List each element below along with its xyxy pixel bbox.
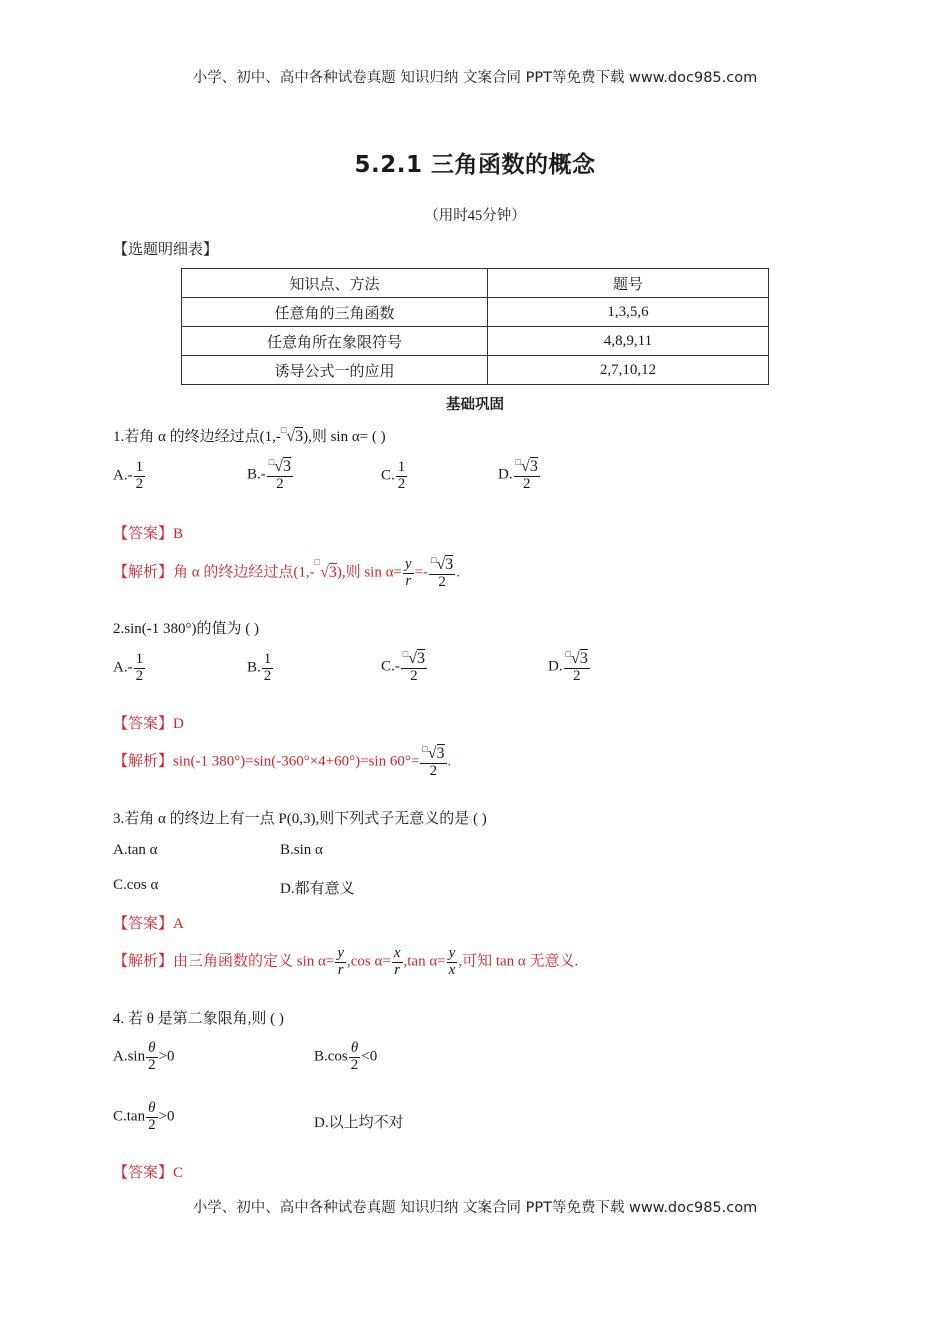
q3-answer: 【答案】A xyxy=(113,916,184,932)
q1-option-d: D. $\frac{^□√3}{2}$ xyxy=(498,457,538,492)
q1-option-c: C. $\frac{1}{2}$ xyxy=(381,459,406,492)
table-row xyxy=(182,327,769,356)
q2-analysis: 【解析】sin(-1 380°)=sin(-360°×4+60°)=sin 60°= $\frac{^□√3}{2}$ . xyxy=(113,744,452,779)
q2-option-d: D. $\frac{^□√3}{2}$ xyxy=(548,649,588,684)
q4-answer: 【答案】C xyxy=(113,1165,184,1181)
table-row xyxy=(182,298,769,327)
q4-option-a: A.sin $\frac{\theta}{2}$ >0 xyxy=(113,1040,175,1073)
table-cell: 4,8,9,11 xyxy=(488,327,769,356)
table-header-cell: 知识点、方法 xyxy=(182,269,488,298)
sqrt-3-icon: □√3 xyxy=(515,457,538,475)
sqrt-3-icon: □√3 xyxy=(565,649,588,667)
q3-option-d: D.都有意义 xyxy=(280,881,355,897)
table-cell: 诱导公式一的应用 xyxy=(182,356,488,385)
q4-option-c: C.tan $\frac{\theta}{2}$ >0 xyxy=(113,1100,175,1133)
header-banner: 小学、初中、高中各种试卷真题 知识归纳 文案合同 PPT等免费下载 www.doc985.com xyxy=(192,70,758,86)
sqrt-3-icon: □√3 xyxy=(314,556,337,581)
q1-analysis: 【解析】角 α 的终边经过点(1,-□√3),则 sin α= $\frac{y}{r}$ =- $\frac{^□√3}{2}$ . xyxy=(113,555,461,590)
sqrt-3-icon: □√3 xyxy=(402,649,425,667)
table-header-row xyxy=(182,269,769,298)
q3-option-c: C.cos α xyxy=(113,877,159,893)
table-cell: 任意角的三角函数 xyxy=(182,298,488,327)
question-text: ),则 sin α= ( ) xyxy=(303,429,386,445)
footer-banner: 小学、初中、高中各种试卷真题 知识归纳 文案合同 PPT等免费下载 www.doc985.com xyxy=(192,1200,758,1216)
subheading: 基础巩固 xyxy=(446,397,504,413)
time-limit: （用时45分钟） xyxy=(424,208,526,224)
table-header-cell: 题号 xyxy=(488,269,769,298)
table-cell: 任意角所在象限符号 xyxy=(182,327,488,356)
sqrt-3-icon: □√3 xyxy=(268,457,291,475)
sqrt-3-icon: □√3 xyxy=(280,425,304,445)
table-row xyxy=(182,356,769,385)
q2-option-c: C.- $\frac{^□√3}{2}$ xyxy=(381,649,425,684)
section-label: 【选题明细表】 xyxy=(113,242,219,258)
q1-answer: 【答案】B xyxy=(113,526,184,542)
q2-answer: 【答案】D xyxy=(113,716,184,732)
table-cell: 2,7,10,12 xyxy=(488,356,769,385)
question-2-stem: 2.sin(-1 380°)的值为 ( ) xyxy=(113,621,259,637)
page-title: 5.2.1 三角函数的概念 xyxy=(354,152,596,178)
question-3-stem: 3.若角 α 的终边上有一点 P(0,3),则下列式子无意义的是 ( ) xyxy=(113,811,487,827)
question-1-stem xyxy=(113,425,386,446)
question-text: 1.若角 α 的终边经过点(1,- xyxy=(113,429,281,445)
question-4-stem: 4. 若 θ 是第二象限角,则 ( ) xyxy=(113,1011,284,1027)
topic-table xyxy=(181,268,769,385)
q1-option-a: A.- $\frac{1}{2}$ xyxy=(113,459,144,492)
q3-option-b: B.sin α xyxy=(280,842,323,858)
q4-option-d: D.以上均不对 xyxy=(314,1115,404,1131)
q3-analysis: 【解析】由三角函数的定义 sin α= $\frac{y}{r}$ ,cos α= $\frac{x}{r}$ ,tan α= $\frac{y}{x}$ ,可知 tan α 无意义. xyxy=(113,945,579,978)
q1-option-b: B.- $\frac{^□√3}{2}$ xyxy=(247,457,291,492)
q4-option-b: B.cos $\frac{\theta}{2}$ <0 xyxy=(314,1040,378,1073)
q3-option-a: A.tan α xyxy=(113,842,158,858)
table-cell: 1,3,5,6 xyxy=(488,298,769,327)
q2-option-a: A.- $\frac{1}{2}$ xyxy=(113,651,144,684)
q2-option-b: B. $\frac{1}{2}$ xyxy=(247,651,272,684)
